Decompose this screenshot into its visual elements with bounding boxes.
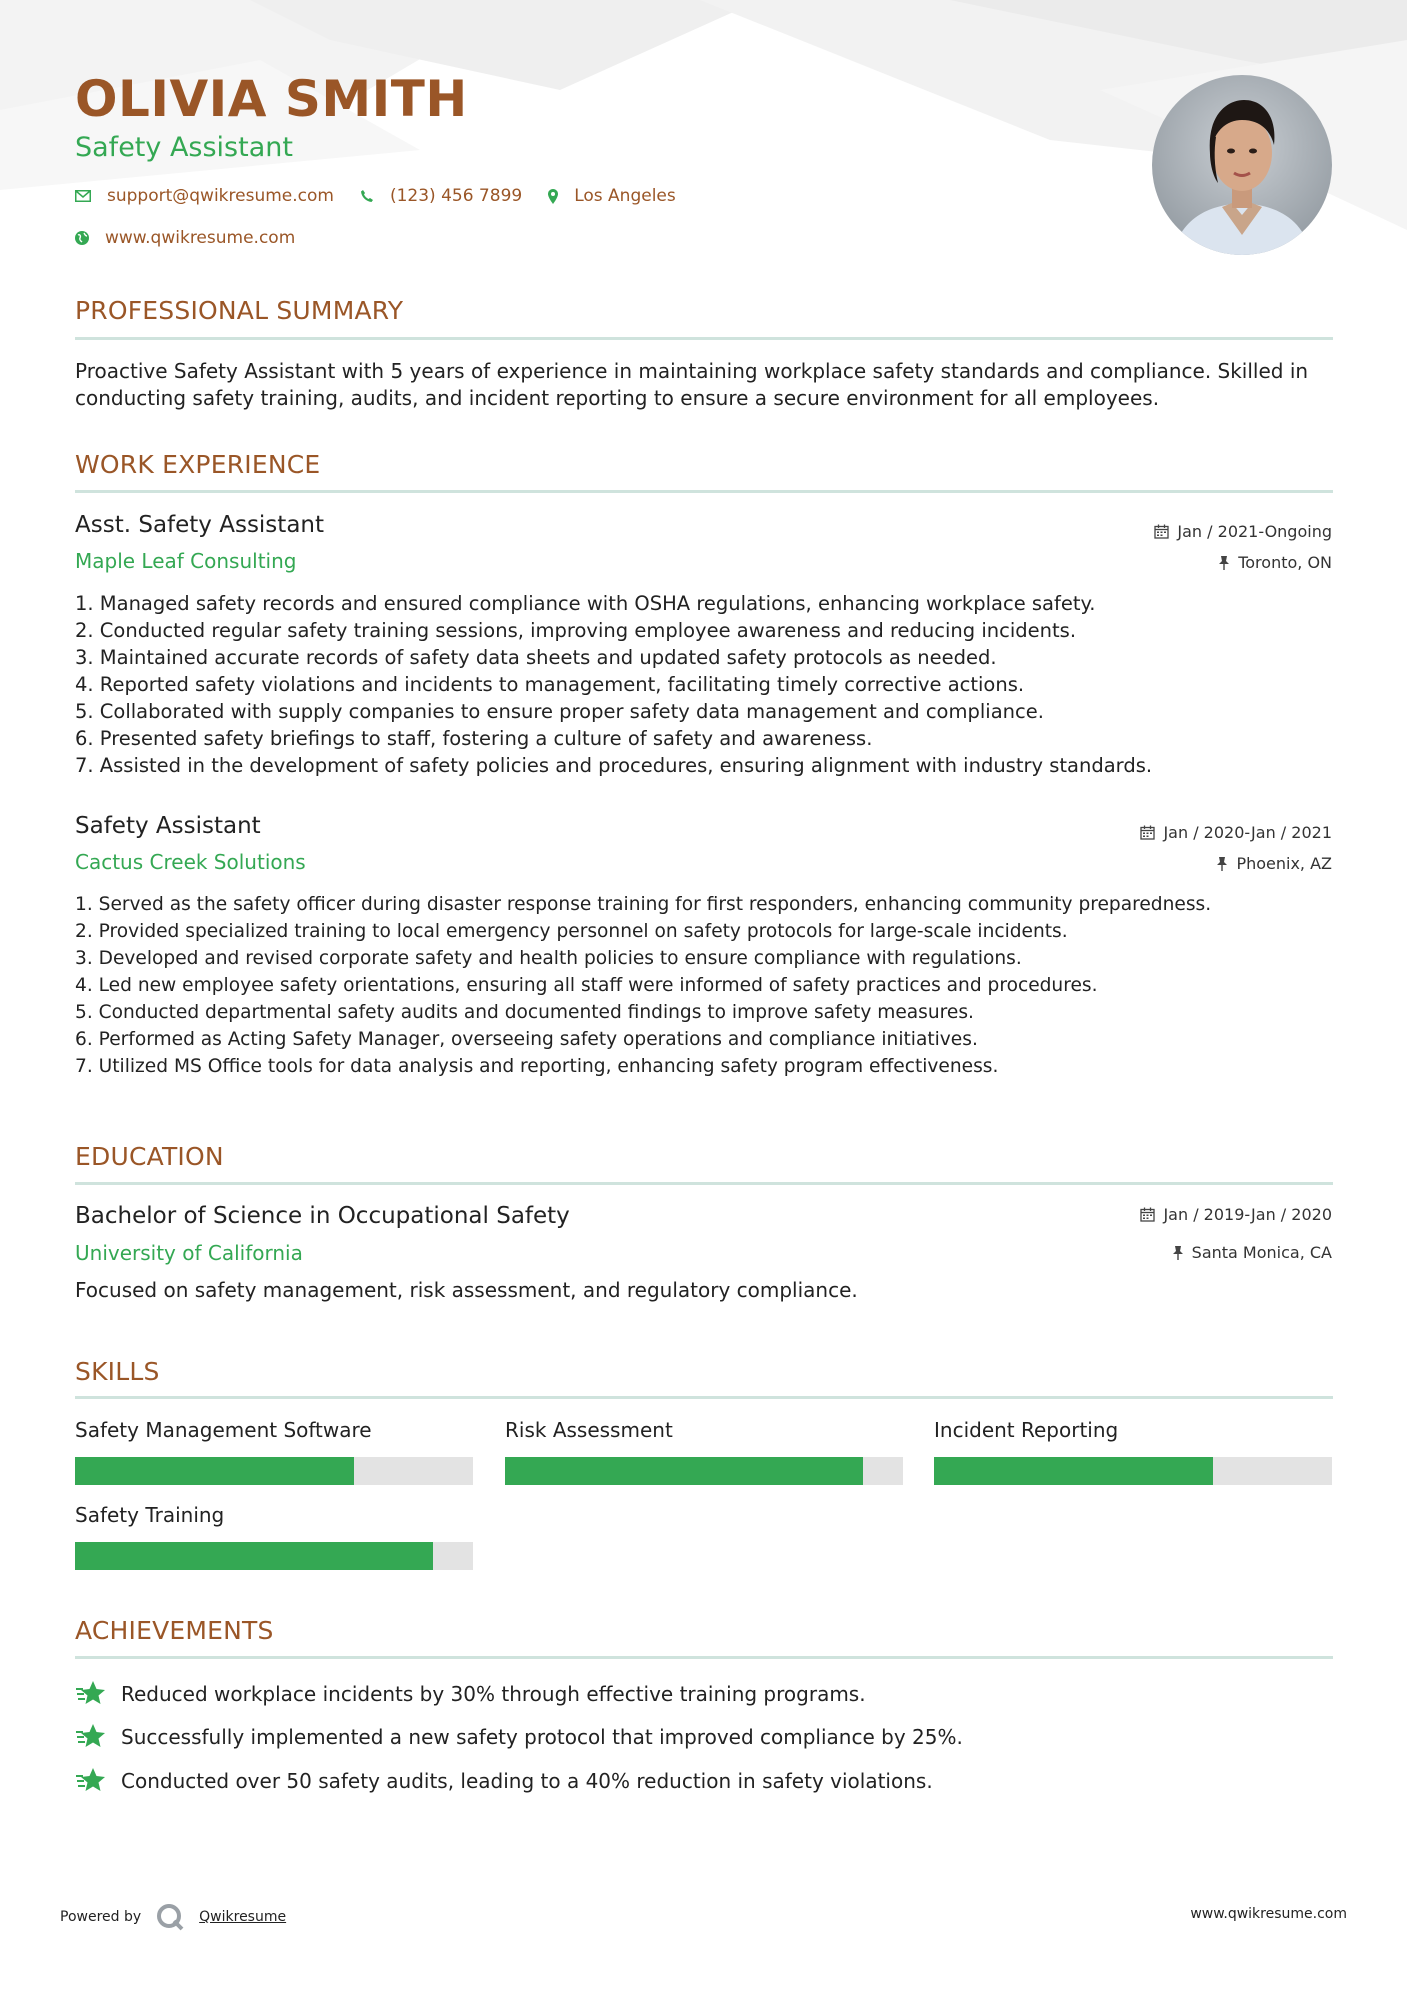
achievement-text: Conducted over 50 safety audits, leading to a 40% reduction in safety violations. — [121, 1769, 933, 1793]
calendar-icon — [1154, 524, 1169, 539]
footer-branding — [60, 1902, 286, 1932]
achievement-text: Reduced workplace incidents by 30% through effective training programs. — [121, 1682, 866, 1706]
education-description: Focused on safety management, risk assessment, and regulatory compliance. — [75, 1278, 858, 1302]
skill-bar-fill — [75, 1542, 433, 1570]
list-item: 3. Maintained accurate records of safety data sheets and updated safety protocols as needed. — [75, 646, 997, 669]
pushpin-icon — [1218, 555, 1230, 570]
list-item: 7. Assisted in the development of safety policies and procedures, ensuring alignment with industry standards. — [75, 754, 1153, 777]
job-location-text: Phoenix, AZ — [1236, 854, 1332, 873]
skill-bar-fill — [934, 1457, 1213, 1485]
skill-label: Incident Reporting — [934, 1418, 1119, 1442]
job-location — [1216, 854, 1332, 873]
envelope-icon — [75, 190, 91, 202]
achievements-section-title: ACHIEVEMENTS — [75, 1616, 274, 1645]
job-dates — [1140, 823, 1332, 842]
phone-text: (123) 456 7899 — [389, 186, 523, 206]
list-item: 7. Utilized MS Office tools for data analysis and reporting, enhancing safety program effectiveness. — [75, 1056, 999, 1077]
list-item: 4. Reported safety violations and incidents to management, facilitating timely corrective actions. — [75, 673, 1025, 696]
job-responsibilities — [75, 590, 1337, 779]
job-dates-text: Jan / 2021-Ongoing — [1177, 522, 1332, 541]
list-item: 3. Developed and revised corporate safety and health policies to ensure compliance with regulations. — [75, 948, 1022, 969]
list-item: 1. Managed safety records and ensured compliance with OSHA regulations, enhancing workplace safety. — [75, 592, 1096, 615]
job-title: Safety Assistant — [75, 813, 261, 839]
contact-row-secondary — [75, 228, 321, 248]
education-location — [1172, 1243, 1332, 1262]
skill-label: Safety Management Software — [75, 1418, 372, 1442]
list-item: 6. Presented safety briefings to staff, fostering a culture of safety and awareness. — [75, 727, 873, 750]
education-location-text: Santa Monica, CA — [1191, 1243, 1332, 1262]
pushpin-icon — [1172, 1245, 1184, 1260]
powered-by-text: Powered by — [60, 1909, 142, 1925]
contact-row-primary — [75, 186, 702, 206]
globe-icon — [75, 231, 89, 245]
school-name: University of California — [75, 1241, 303, 1265]
section-divider — [75, 337, 1333, 340]
section-divider — [75, 1182, 1333, 1185]
pushpin-icon — [1216, 856, 1228, 871]
skill-bar-fill — [75, 1457, 354, 1485]
calendar-icon — [1140, 1207, 1155, 1222]
skill-bar — [934, 1457, 1332, 1485]
section-divider — [75, 1396, 1333, 1399]
profile-photo — [1152, 75, 1332, 255]
company-name: Cactus Creek Solutions — [75, 850, 306, 874]
contact-location — [548, 186, 676, 206]
achievement-text: Successfully implemented a new safety protocol that improved compliance by 25%. — [121, 1725, 963, 1749]
list-item: 2. Provided specialized training to local emergency personnel on safety protocols for large-scale incidents. — [75, 921, 1068, 942]
candidate-role: Safety Assistant — [75, 132, 293, 163]
location-text: Los Angeles — [574, 186, 676, 206]
contact-email[interactable] — [75, 186, 334, 206]
section-divider — [75, 1656, 1333, 1659]
job-dates — [1154, 522, 1332, 541]
degree-title: Bachelor of Science in Occupational Safety — [75, 1203, 570, 1229]
skill-label: Risk Assessment — [505, 1418, 673, 1442]
list-item: 6. Performed as Acting Safety Manager, overseeing safety operations and compliance initiatives. — [75, 1029, 978, 1050]
summary-section-title: PROFESSIONAL SUMMARY — [75, 296, 404, 325]
job-title: Asst. Safety Assistant — [75, 512, 325, 538]
education-section-title: EDUCATION — [75, 1142, 224, 1171]
job-location — [1218, 553, 1332, 572]
list-item: 2. Conducted regular safety training sessions, improving employee awareness and reducing incidents. — [75, 619, 1077, 642]
list-item: 5. Collaborated with supply companies to ensure proper safety data management and compliance. — [75, 700, 1044, 723]
contact-website[interactable] — [75, 228, 295, 248]
skill-bar — [505, 1457, 903, 1485]
summary-text: Proactive Safety Assistant with 5 years of experience in maintaining workplace safety standards and compliance. Skilled in conducting safety training, audits, and incident reporting to ensure a secure environment for all employees. — [75, 359, 1309, 410]
website-text: www.qwikresume.com — [105, 228, 296, 248]
skill-label: Safety Training — [75, 1503, 225, 1527]
education-dates-text: Jan / 2019-Jan / 2020 — [1163, 1205, 1332, 1224]
list-item: 4. Led new employee safety orientations, ensuring all staff were informed of safety practices and procedures. — [75, 975, 1098, 996]
section-divider — [75, 490, 1333, 493]
star-icon — [75, 1723, 107, 1751]
phone-icon — [360, 189, 374, 203]
achievement-item — [75, 1680, 866, 1708]
skills-section-title: SKILLS — [75, 1357, 160, 1386]
map-marker-icon — [548, 189, 558, 204]
star-icon — [75, 1680, 107, 1708]
list-item: 5. Conducted departmental safety audits and documented findings to improve safety measures. — [75, 1002, 974, 1023]
job-responsibilities — [75, 891, 1337, 1080]
experience-section-title: WORK EXPERIENCE — [75, 450, 321, 479]
skill-bar — [75, 1457, 473, 1485]
company-name: Maple Leaf Consulting — [75, 549, 297, 573]
achievement-item — [75, 1767, 933, 1795]
job-location-text: Toronto, ON — [1238, 553, 1332, 572]
candidate-name: OLIVIA SMITH — [75, 70, 468, 128]
qwikresume-logo-icon — [155, 1902, 185, 1932]
contact-phone[interactable] — [360, 186, 522, 206]
footer-website[interactable]: www.qwikresume.com — [1190, 1906, 1347, 1922]
list-item: 1. Served as the safety officer during disaster response training for first responders, enhancing community preparedness. — [75, 894, 1212, 915]
achievement-item — [75, 1723, 963, 1751]
qwikresume-link[interactable]: Qwikresume — [199, 1909, 287, 1925]
skill-bar — [75, 1542, 473, 1570]
job-dates-text: Jan / 2020-Jan / 2021 — [1163, 823, 1332, 842]
star-icon — [75, 1767, 107, 1795]
calendar-icon — [1140, 825, 1155, 840]
skill-bar-fill — [505, 1457, 863, 1485]
education-dates — [1140, 1205, 1332, 1224]
email-text: support@qwikresume.com — [107, 186, 334, 206]
